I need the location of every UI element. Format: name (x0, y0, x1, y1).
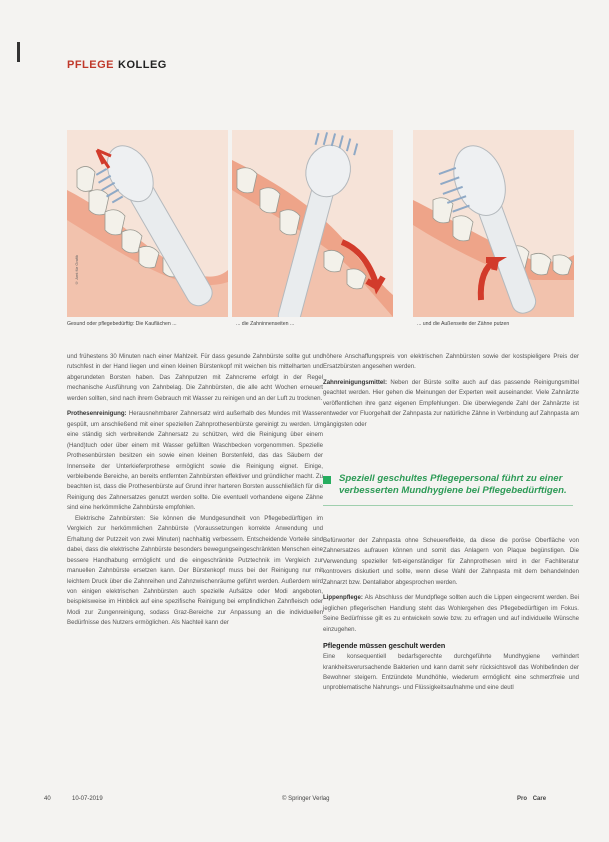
section-header (67, 59, 167, 71)
paragraph (323, 378, 579, 430)
section-subheading: Pflegende müssen geschult werden (323, 641, 446, 651)
pull-quote (323, 473, 573, 506)
text-column-right-top (323, 352, 579, 430)
figure-caption-1: Gesund oder pflegebedürftig: Die Kauflächen ... (67, 321, 177, 327)
issue-date: 10-07-2019 (72, 796, 103, 802)
paragraph-heading: Prothesenreinigung: (67, 410, 127, 418)
paragraph (323, 593, 579, 635)
paragraph: Elektrische Zahnbürsten: Sie können die Mundgesundheit von Pflegebedürftigen im Vergleich zur herkömmlichen Zahnbürste (Voraussetzungen korrekte Anwendung und Erhaltung der Putzzeit von zwei Minuten) nachhaltig verbessern. Entscheidende Vorteile sind dabei, dass die elektrische Zahnbürste besonders bewegungseingeschränkten Menschen eine bessere Handhabung ermöglicht und die eingeschränkte Putztechnik im Vergleich zur manuellen Zahnbürste ersetzen kann. Der Bürstenkopf muss bei der Reinigung nur mit leichtem Druck über die Zahnreihen und Zahnzwischenräume geführt werden. Außerdem wird von einigen elektrischen Zahnbürsten auch spezielle Aufsätze oder Modi angeboten, beispielsweise im Hinblick auf eine spezifische Reinigung bei empfindlichen Zahnfleisch oder Modi zur Zungenreinigung, sodass Graz-Bereiche zur Anpassung an die individuellen Bedürfnisse des Nutzers ermöglichen. Als Nachteil kann der (67, 514, 323, 627)
section-label-red: PFLEGE (67, 59, 115, 71)
paragraph: und frühestens 30 Minuten nach einer Mahlzeit. Für dass gesunde Zahnbürste sollte gut und rutschfest in der Hand liegen und einen kleinen Bürstenkopf mit weichen bis mittelharten und abgerundeten Borsten haben. Das Zahnputzen mit Zahncreme erfolgt in der Regel mechanische Ausführung von Zahnbelag. Die Zahnbürsten, die alle acht Wochen erneuert werden sollten, sind nach ihrem Gebrauch mit Wasser zu reinigen und an der Luft zu trocknen. (67, 353, 323, 402)
paragraph: höhere Anschaffungspreis von elektrischen Zahnbürsten sowie der kostspieligere Preis der Ersatzbürsten angesehen werden. (323, 353, 579, 371)
paragraph: Eine konsequentiell bedarfsgerechte durchgeführte Mundhygiene verhindert krankheitsverursachende Bakterien und kann damit sehr rücksichtsvoll das Wohlbefinden der Bewohner steigern. Entzündete Mundhöhle, wiederum ermöglicht eine schmerzfreie und unproblematische Nahrungs- und Flüssigkeitsaufnahme und eine deutl (323, 653, 579, 692)
illustration-credit: © Amt für Grafik (74, 255, 79, 286)
publisher-credit: © Springer Verlag (282, 796, 330, 802)
page-number: 40 (44, 796, 51, 802)
figure-caption-3: ... und die Außenseite der Zähne putzen (417, 321, 510, 327)
paragraph (67, 409, 323, 514)
illustration-outer-surface (413, 130, 574, 317)
section-label-dark: KOLLEG (118, 59, 167, 71)
text-column-left (67, 352, 323, 629)
brand-logo (517, 796, 546, 802)
paragraph-text: Neben der Bürste sollte auch auf das passende Reinigungsmittel geachtet werden. Hier gehen die Meinungen der Experten weit auseinander. Viele Zahnärzte veröffentlichen ihre ganz eigenen Empfehlungen. Die überwiegende Zahl der Zahnärzte ist entweder vor Fluorgehalt der Zahnpasta zur natürliche Zähne in Verbindung auf Zahnpasta am gängigsten oder (323, 378, 579, 428)
paragraph-heading: Lippenpflege: (323, 594, 363, 602)
brand-part-a: Pro (517, 796, 528, 802)
text-column-right-bottom (323, 536, 579, 694)
paragraph: Befürworter der Zahnpasta ohne Scheuereffekte, da diese die poröse Oberfläche von Zahnersatzes aufrauen können und somit das Anlagern von Plaque begünstigen. Die Verwendung spezieller fett-eigenständiger für Zahnprothesen wird in der Fachliteratur kontrovers diskutiert und sollte, wenn diese Wahl der Zahnpasta mit dem behandelnden Zahnarzt bzw. Dentallabor abgesprochen werden. (323, 537, 579, 586)
speech-flag-icon (323, 476, 331, 484)
paragraph-text: Herausnehmbarer Zahnersatz wird außerhalb des Mundes mit Wasser gespült, um anschließend mit einer speziellen Zahnprothesenbürste gereinigt zu werden. Um eine ständig sich verbreitende Zahnersatz zu schützen, wird die Reinigung über einem (Hand)tuch oder über einem mit Wasser gefüllten Waschbecken vorgenommen. Spezielle Prothesenbürsten besitzen ein sowie einen kleinen Borstenfeld, das das Säubern der Innenseite der Unterkieferprothese ermöglicht sowie die Reinigung eignet. Einige, verbleibende Bereiche, an bereits entfernten Zahnbürsten effektiver und gründlicher macht. Zu beachten ist, dass die Prothesenbürste auf Grund ihrer harteren Borsten ausschließlich für die Reinigung des Zahnersatzes genutzt werden sollte. Die eventuell vorhandene eigene Zähne sind eine herkömmliche Zahnbürste empfohlen. (67, 410, 323, 512)
page-edge-mark (17, 42, 20, 62)
pull-quote-text: Speziell geschultes Pflegepersonal führt zu einer verbesserten Mundhygiene bei Pflegebedürftigen. (339, 473, 567, 496)
figure-caption-2: ... die Zahninnenseiten ... (236, 321, 295, 327)
paragraph-text: Als Abschluss der Mundpflege sollten auch die Lippen eingecremt werden. Bei jeglichen pflegerischen Handlung steht das Wohlergehen des Pflegebedürftigen im Fokus. Seine Bedürfnisse gilt es zu entwickeln sowie bzw. zu erfragen und auf individuelle Wünsche einzugehen. (323, 594, 579, 633)
paragraph-heading: Zahnreinigungsmittel: (323, 378, 387, 386)
brand-part-b: Care (532, 796, 547, 802)
illustration-chewing-surface (67, 130, 228, 317)
divider (323, 505, 573, 506)
illustration-inner-surface (232, 130, 393, 317)
